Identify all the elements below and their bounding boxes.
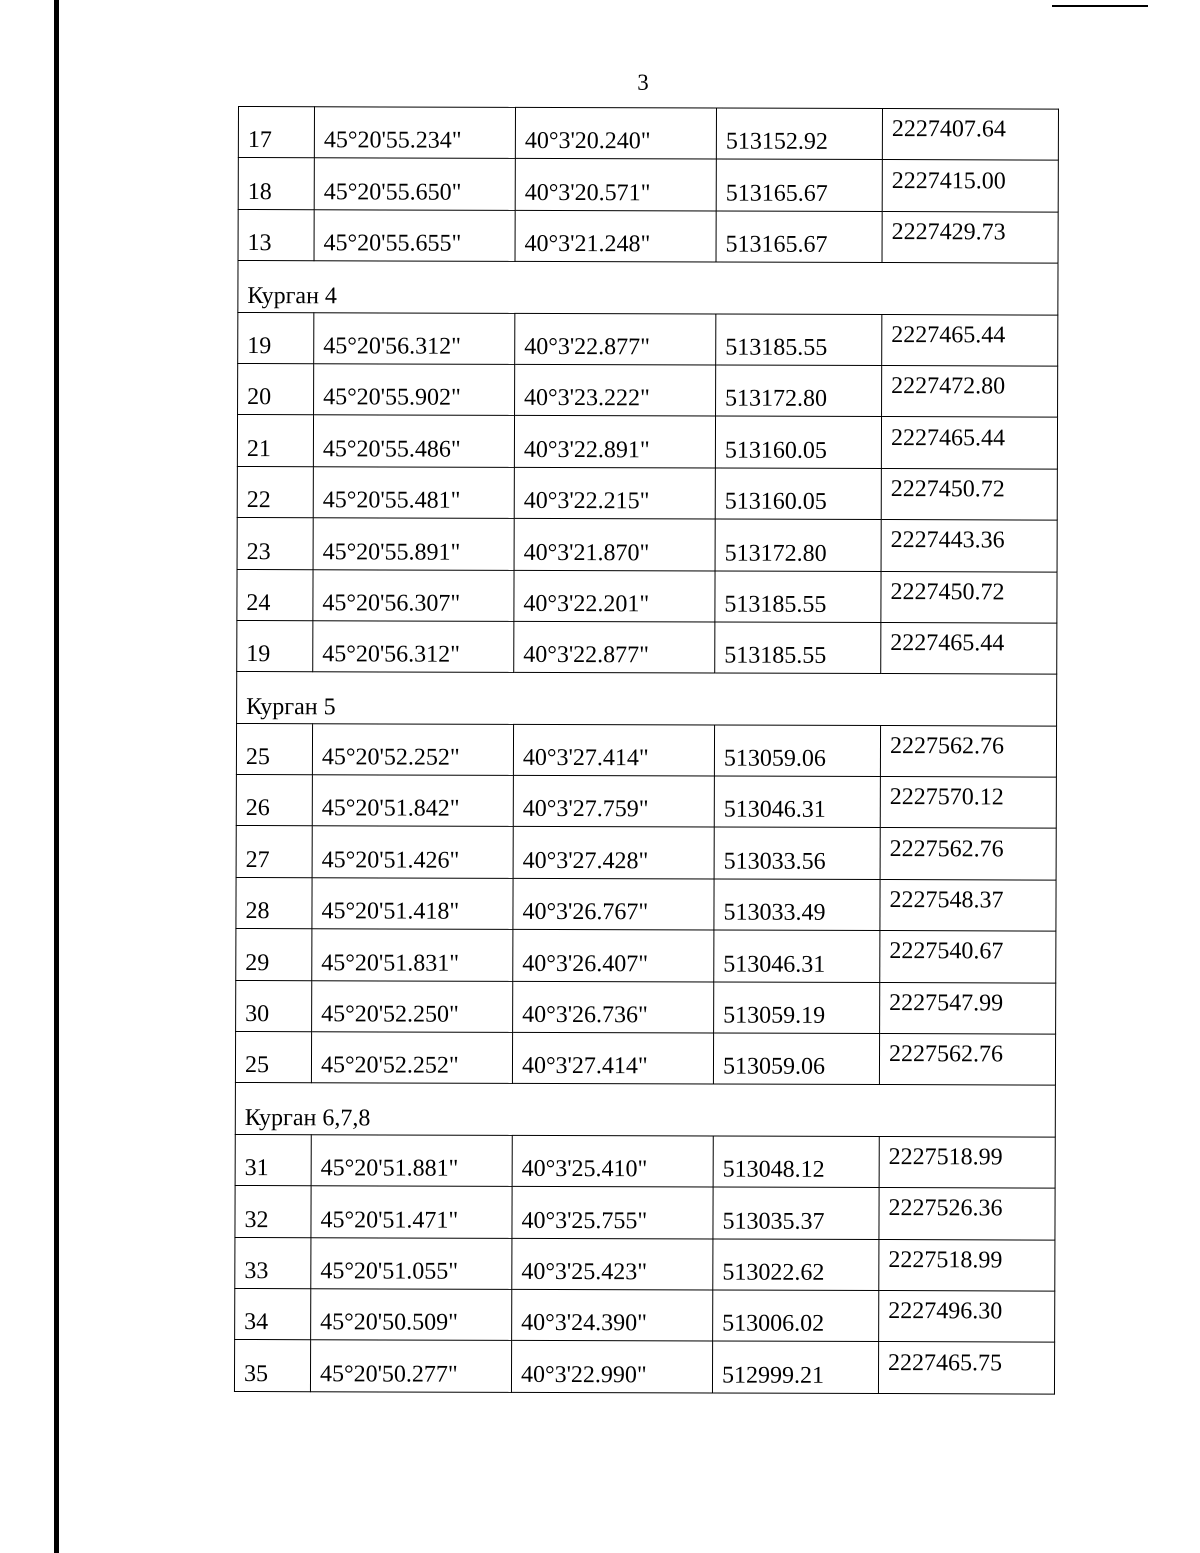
longitude-cell: 40°3'25.755" [512, 1187, 713, 1239]
x-coordinate-cell: 513046.31 [714, 930, 880, 982]
x-coordinate-cell: 513185.55 [716, 314, 882, 366]
y-coordinate-cell: 2227450.72 [881, 468, 1057, 520]
latitude-cell: 45°20'55.902" [314, 364, 515, 416]
table-row [235, 1237, 1055, 1291]
x-coordinate-cell: 513185.55 [715, 622, 881, 674]
longitude-cell: 40°3'20.240" [515, 107, 716, 159]
latitude-cell: 45°20'51.842" [312, 775, 513, 827]
x-coordinate-cell: 513033.49 [714, 879, 880, 931]
longitude-cell: 40°3'22.891" [514, 416, 715, 468]
y-coordinate-cell: 2227570.12 [880, 777, 1056, 829]
table-row [237, 569, 1057, 623]
table-row [236, 929, 1056, 983]
latitude-cell: 45°20'50.509" [311, 1289, 512, 1341]
table-row [236, 826, 1056, 880]
point-number-cell: 30 [236, 980, 312, 1032]
longitude-cell: 40°3'22.215" [514, 467, 715, 519]
latitude-cell: 45°20'55.481" [313, 466, 514, 518]
x-coordinate-cell: 513165.67 [716, 211, 882, 263]
longitude-cell: 40°3'22.877" [514, 621, 715, 673]
corner-stamp-mark [1052, 0, 1148, 7]
point-number-cell: 33 [235, 1237, 311, 1289]
section-row [235, 1083, 1055, 1137]
table-row [238, 107, 1058, 161]
x-coordinate-cell: 513022.62 [713, 1239, 879, 1291]
table-row [236, 723, 1056, 777]
x-coordinate-cell: 513172.80 [716, 365, 882, 417]
point-number-cell: 34 [235, 1288, 311, 1340]
table-row [238, 158, 1058, 212]
latitude-cell: 45°20'51.881" [311, 1135, 512, 1187]
y-coordinate-cell: 2227465.44 [881, 622, 1057, 674]
latitude-cell: 45°20'51.426" [312, 826, 513, 878]
longitude-cell: 40°3'26.407" [513, 930, 714, 982]
y-coordinate-cell: 2227562.76 [879, 1034, 1055, 1086]
point-number-cell: 25 [236, 723, 312, 775]
table-row [236, 775, 1056, 829]
latitude-cell: 45°20'55.486" [313, 415, 514, 467]
y-coordinate-cell: 2227526.36 [879, 1188, 1055, 1240]
point-number-cell: 25 [235, 1032, 311, 1084]
x-coordinate-cell: 513059.19 [714, 982, 880, 1034]
table-row [235, 1288, 1055, 1342]
x-coordinate-cell: 513160.05 [715, 468, 881, 520]
point-number-cell: 21 [237, 415, 313, 467]
table-row [235, 1032, 1055, 1086]
y-coordinate-cell: 2227450.72 [881, 571, 1057, 623]
y-coordinate-cell: 2227547.99 [880, 982, 1056, 1034]
point-number-cell: 23 [237, 518, 313, 570]
longitude-cell: 40°3'21.248" [515, 210, 716, 262]
longitude-cell: 40°3'26.767" [513, 878, 714, 930]
point-number-cell: 32 [235, 1186, 311, 1238]
point-number-cell: 13 [238, 209, 314, 261]
y-coordinate-cell: 2227562.76 [880, 828, 1056, 880]
longitude-cell: 40°3'27.428" [513, 827, 714, 879]
table-row [234, 1340, 1054, 1394]
x-coordinate-cell: 513033.56 [714, 827, 880, 879]
section-row [238, 261, 1058, 315]
y-coordinate-cell: 2227518.99 [879, 1239, 1055, 1291]
y-coordinate-cell: 2227540.67 [880, 931, 1056, 983]
coordinates-table [234, 106, 1059, 1394]
point-number-cell: 24 [237, 569, 313, 621]
table-row [236, 980, 1056, 1034]
longitude-cell: 40°3'25.423" [512, 1238, 713, 1290]
table-row [235, 1134, 1055, 1188]
y-coordinate-cell: 2227518.99 [879, 1136, 1055, 1188]
latitude-cell: 45°20'55.234" [314, 107, 515, 159]
point-number-cell: 35 [234, 1340, 310, 1392]
section-title: Курган 6,7,8 [235, 1083, 1055, 1137]
table-row [237, 466, 1057, 520]
latitude-cell: 45°20'51.831" [312, 929, 513, 981]
y-coordinate-cell: 2227465.44 [881, 417, 1057, 469]
x-coordinate-cell: 513046.31 [714, 776, 880, 828]
latitude-cell: 45°20'51.055" [311, 1237, 512, 1289]
table-row [237, 518, 1057, 572]
point-number-cell: 17 [238, 107, 314, 159]
longitude-cell: 40°3'21.870" [514, 518, 715, 570]
latitude-cell: 45°20'56.312" [314, 312, 515, 364]
point-number-cell: 27 [236, 826, 312, 878]
table-row [235, 1186, 1055, 1240]
point-number-cell: 29 [236, 929, 312, 981]
y-coordinate-cell: 2227407.64 [882, 109, 1058, 161]
coordinates-table-body [234, 107, 1058, 1394]
longitude-cell: 40°3'22.990" [511, 1341, 712, 1393]
y-coordinate-cell: 2227472.80 [882, 365, 1058, 417]
y-coordinate-cell: 2227429.73 [882, 211, 1058, 263]
latitude-cell: 45°20'51.471" [311, 1186, 512, 1238]
latitude-cell: 45°20'55.655" [314, 210, 515, 262]
x-coordinate-cell: 513059.06 [714, 725, 880, 777]
x-coordinate-cell: 513160.05 [715, 416, 881, 468]
x-coordinate-cell: 513059.06 [713, 1033, 879, 1085]
longitude-cell: 40°3'22.877" [515, 313, 716, 365]
point-number-cell: 19 [237, 620, 313, 672]
latitude-cell: 45°20'56.307" [313, 569, 514, 621]
longitude-cell: 40°3'26.736" [513, 981, 714, 1033]
scan-left-edge [54, 0, 59, 1553]
table-row [238, 209, 1058, 263]
latitude-cell: 45°20'56.312" [313, 621, 514, 673]
page-number: 3 [637, 70, 649, 95]
x-coordinate-cell: 512999.21 [712, 1341, 878, 1393]
longitude-cell: 40°3'27.759" [513, 775, 714, 827]
longitude-cell: 40°3'23.222" [515, 364, 716, 416]
x-coordinate-cell: 513172.80 [715, 519, 881, 571]
latitude-cell: 45°20'50.277" [310, 1340, 511, 1392]
table-row [237, 620, 1057, 674]
x-coordinate-cell: 513165.67 [716, 159, 882, 211]
point-number-cell: 19 [238, 312, 314, 364]
longitude-cell: 40°3'20.571" [515, 159, 716, 211]
latitude-cell: 45°20'51.418" [312, 878, 513, 930]
x-coordinate-cell: 513006.02 [713, 1290, 879, 1342]
latitude-cell: 45°20'55.650" [314, 158, 515, 210]
section-title: Курган 4 [238, 261, 1058, 315]
x-coordinate-cell: 513185.55 [715, 571, 881, 623]
table-row [238, 363, 1058, 417]
point-number-cell: 20 [238, 363, 314, 415]
y-coordinate-cell: 2227548.37 [880, 879, 1056, 931]
point-number-cell: 26 [236, 775, 312, 827]
latitude-cell: 45°20'55.891" [313, 518, 514, 570]
y-coordinate-cell: 2227562.76 [880, 725, 1056, 777]
x-coordinate-cell: 513048.12 [713, 1136, 879, 1188]
latitude-cell: 45°20'52.252" [311, 1032, 512, 1084]
x-coordinate-cell: 513035.37 [713, 1187, 879, 1239]
y-coordinate-cell: 2227415.00 [882, 160, 1058, 212]
y-coordinate-cell: 2227465.44 [882, 314, 1058, 366]
longitude-cell: 40°3'22.201" [514, 570, 715, 622]
section-row [237, 672, 1057, 726]
table-row [237, 415, 1057, 469]
table-row [236, 877, 1056, 931]
table-row [238, 312, 1058, 366]
section-title: Курган 5 [237, 672, 1057, 726]
x-coordinate-cell: 513152.92 [716, 108, 882, 160]
longitude-cell: 40°3'24.390" [512, 1289, 713, 1341]
y-coordinate-cell: 2227443.36 [881, 520, 1057, 572]
longitude-cell: 40°3'25.410" [512, 1135, 713, 1187]
point-number-cell: 31 [235, 1134, 311, 1186]
point-number-cell: 22 [237, 466, 313, 518]
point-number-cell: 28 [236, 877, 312, 929]
latitude-cell: 45°20'52.250" [312, 980, 513, 1032]
longitude-cell: 40°3'27.414" [512, 1032, 713, 1084]
point-number-cell: 18 [238, 158, 314, 210]
y-coordinate-cell: 2227465.75 [878, 1342, 1054, 1394]
longitude-cell: 40°3'27.414" [513, 724, 714, 776]
latitude-cell: 45°20'52.252" [312, 723, 513, 775]
y-coordinate-cell: 2227496.30 [879, 1291, 1055, 1343]
